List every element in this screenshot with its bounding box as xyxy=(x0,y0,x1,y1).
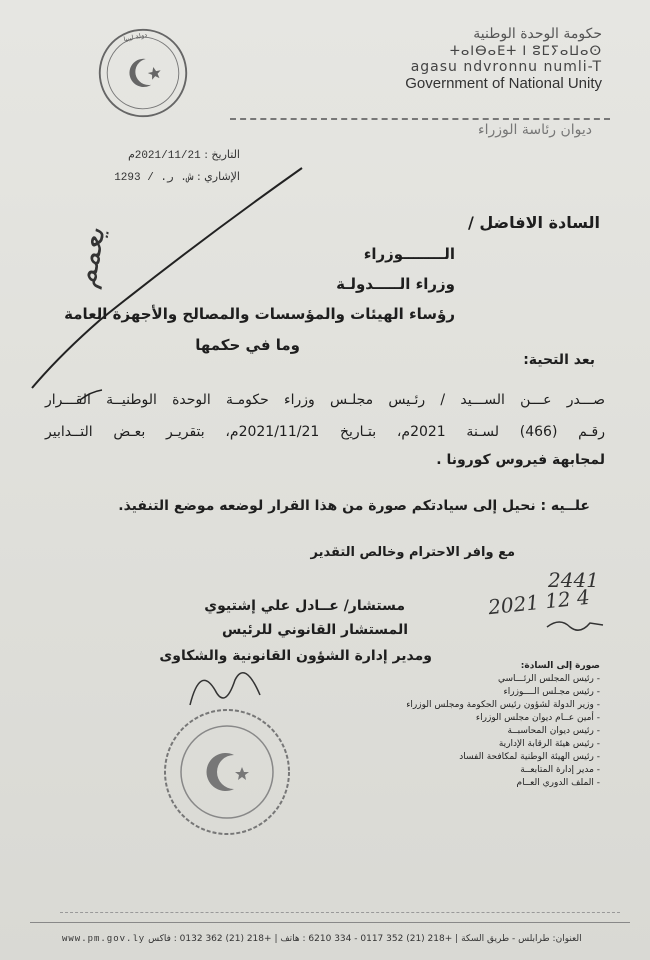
closing-line: مع وافر الاحترام وخالص التقدير xyxy=(310,545,515,560)
footer-divider xyxy=(30,922,630,923)
body-paragraph-line-2: رقـم (466) لسـنة 2021م، بتـاريخ 2021/11/21م، بتقريـر بعـض التــدابير xyxy=(45,424,605,440)
date-value: 2021/11/21م xyxy=(128,150,201,162)
greeting: بعد التحية: xyxy=(523,352,595,368)
cc-item: - رئيس الهيئة الوطنية لمكافحة الفساد xyxy=(459,752,600,762)
cc-item: - وزير الدولة لشؤون رئيس الحكومة ومجلس الوزراء xyxy=(406,700,600,710)
footer-dashed-rule xyxy=(60,912,620,913)
cc-item: - رئيس ديوان المحاسبــة xyxy=(507,726,600,736)
reference-value: ش. ر. / 1293 xyxy=(114,172,194,184)
government-name-english: Government of National Unity xyxy=(405,75,602,92)
footer-website: www.pm.gov.ly xyxy=(62,934,146,944)
body-paragraph-line-1: صـــدر عـــن الســـيد / رئـيس مجلـس وزراء حكومـة الوحدة الوطنيــة القـــرار xyxy=(45,392,605,408)
government-name-amazigh: agasu ndvronnu numli-T xyxy=(410,59,602,75)
addressee-equivalents: وما في حكمها xyxy=(195,336,300,354)
header-divider xyxy=(230,118,610,120)
addressee-heads-of-bodies: رؤساء الهيئات والمؤسسات والمصالح والأجهزة العامة xyxy=(64,305,455,323)
handwritten-number: 2441 xyxy=(548,568,599,592)
cc-item: - رئيس هيئة الرقابة الإدارية xyxy=(498,739,600,749)
salutation: السادة الافاضل / xyxy=(467,213,600,232)
handwritten-scribble xyxy=(545,615,605,635)
government-name-arabic: حكومة الوحدة الوطنية xyxy=(473,26,602,42)
cc-item: - أمين عــام ديوان مجلس الوزراء xyxy=(475,713,600,723)
diagonal-pen-stroke xyxy=(20,160,320,400)
letterhead xyxy=(352,26,602,92)
cc-item: - مدير إدارة المتابعــة xyxy=(520,765,600,775)
cc-item: - الملف الدوري العــام xyxy=(516,778,600,788)
official-stamp-icon xyxy=(160,705,295,840)
footer-fax: +218 (21) 362 0132 : فاكس xyxy=(148,934,272,944)
referral-paragraph: علــيه : نحيل إلى سيادتكم صورة من هذا القرار لوضعه موضع التنفيذ. xyxy=(118,498,590,514)
cc-item: - رئيس مجـلس الــــوزراء xyxy=(503,687,600,697)
handwritten-margin-note: يعمم xyxy=(67,224,113,291)
footer-address: العنوان: طرابلس - طريق السكة xyxy=(461,934,582,944)
footer-contact: www.pm.gov.ly +218 (21) 362 0132 : فاكس | +218 (21) 352 0117 - 334 6210 : هاتف | العنوان: طرابلس - طريق السكة xyxy=(62,934,582,944)
signatory-title-2: ومدير إدارة الشؤون القانونية والشكاوى xyxy=(159,648,432,664)
footer-phone: +218 (21) 352 0117 - 334 6210 : هاتف xyxy=(280,934,453,944)
date-label: التاريخ : xyxy=(204,148,240,161)
reference-label: الإشاري : xyxy=(196,170,240,183)
body-paragraph-line-3: لمجابهة فيروس كورونا . xyxy=(436,452,605,468)
signatory-name: مستشار/ عــادل علي إشتيوي xyxy=(204,598,405,614)
addressee-state-ministers: وزراء الـــــدولـة xyxy=(336,275,455,293)
cc-heading: صورة إلى السادة: xyxy=(520,661,600,671)
cc-item: - رئيس المجلس الرئـــاسي xyxy=(498,674,600,684)
handwritten-date: 2021 12 4 xyxy=(487,584,591,620)
cc-list xyxy=(406,660,600,790)
government-name-tifinagh: ⵜⴰⵏⴱⴰⴹⵜ ⵏ ⵓⵎⵢⴰⵡⴰⵙ xyxy=(449,44,602,59)
office-name: ديوان رئاسة الوزراء xyxy=(478,122,592,138)
svg-text:دولة ليبيا: دولة ليبيا xyxy=(122,30,148,44)
addressee-ministers: الــــــــوزراء xyxy=(363,245,455,263)
signatory-title-1: المستشار القانوني للرئيس xyxy=(222,622,408,638)
government-emblem-icon xyxy=(87,17,198,128)
